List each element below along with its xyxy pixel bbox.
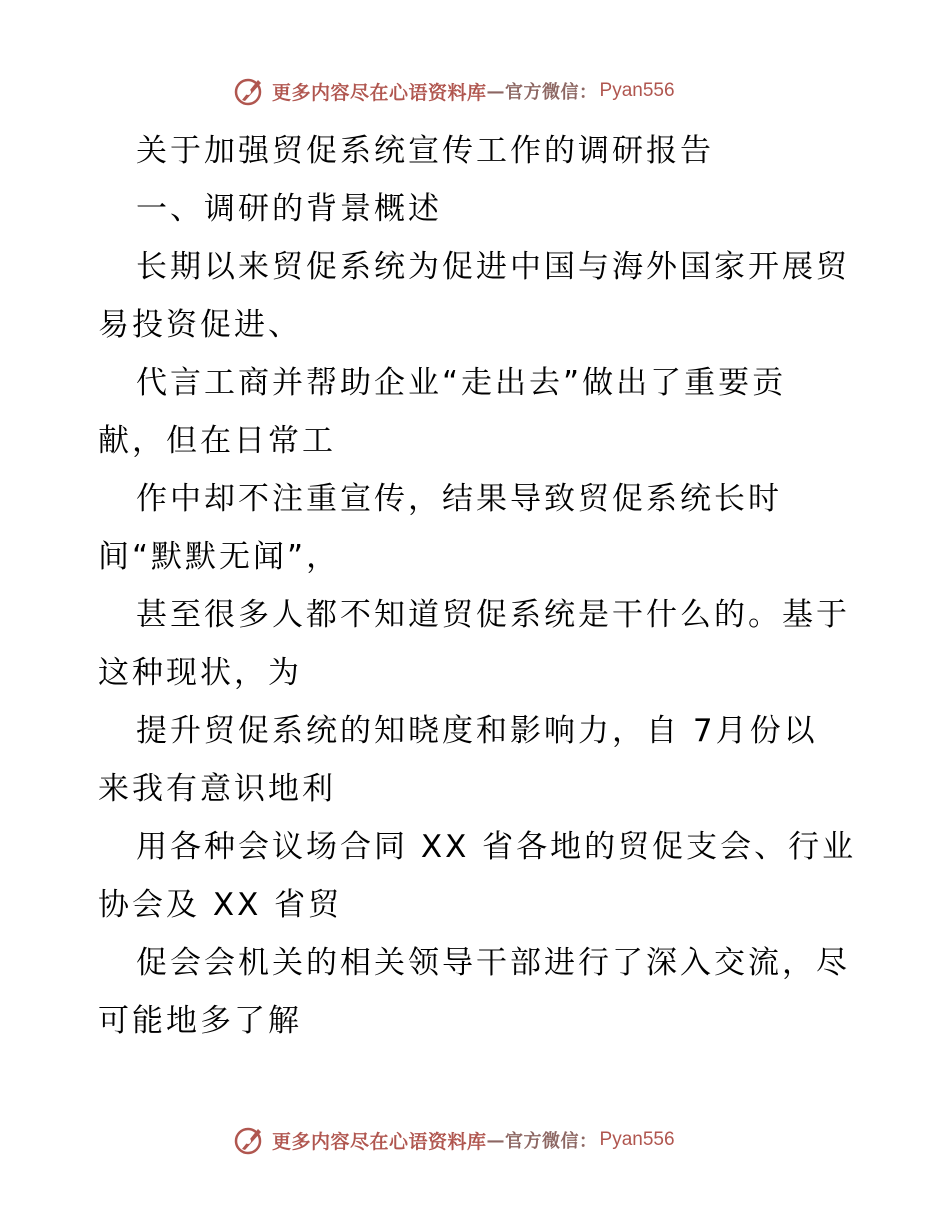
document-title: 关于加强贸促系统宣传工作的调研报告 bbox=[136, 133, 714, 169]
watermark-sub-text: 官方微信： bbox=[505, 82, 598, 103]
footer-watermark bbox=[232, 1121, 675, 1159]
watermark-wechat-id: Pyan556 bbox=[599, 1129, 675, 1150]
watermark-main-text: 更多内容尽在心语资料库 bbox=[272, 81, 487, 104]
watermark-dash: — bbox=[486, 80, 506, 102]
watermark-sub-text: 官方微信： bbox=[505, 1131, 598, 1152]
paragraph-line: 协会及 XX 省贸 bbox=[98, 887, 343, 923]
paragraph-line: 用各种会议场合同 XX 省各地的贸促支会、行业 bbox=[136, 829, 857, 865]
paragraph-line: 甚至很多人都不知道贸促系统是干什么的。基于 bbox=[136, 597, 850, 633]
paragraph-line: 来我有意识地利 bbox=[98, 771, 336, 807]
paragraph-line: 间“默默无闻”， bbox=[98, 539, 341, 575]
document-body bbox=[98, 122, 873, 1050]
paragraph-line: 易投资促进、 bbox=[98, 307, 302, 343]
paragraph-line: 长期以来贸促系统为促进中国与海外国家开展贸 bbox=[136, 249, 850, 285]
paragraph-line: 献，但在日常工 bbox=[98, 423, 336, 459]
watermark-wechat-id: Pyan556 bbox=[599, 80, 675, 101]
paragraph-line: 作中却不注重宣传，结果导致贸促系统长时 bbox=[136, 481, 782, 517]
section-heading: 一、调研的背景概述 bbox=[136, 191, 442, 227]
paragraph-line: 促会会机关的相关领导干部进行了深入交流，尽 bbox=[136, 945, 850, 981]
watermark-main-text: 更多内容尽在心语资料库 bbox=[272, 1130, 487, 1153]
paragraph-line: 提升贸促系统的知晓度和影响力，自 7月份以 bbox=[136, 713, 818, 749]
paragraph-line: 可能地多了解 bbox=[98, 1003, 302, 1039]
watermark-dash: — bbox=[486, 1129, 506, 1151]
quill-pen-circle-icon bbox=[232, 74, 266, 108]
paragraph-line: 代言工商并帮助企业“走出去”做出了重要贡 bbox=[136, 365, 787, 401]
paragraph-line: 这种现状，为 bbox=[98, 655, 302, 691]
quill-pen-circle-icon bbox=[232, 1123, 266, 1157]
header-watermark bbox=[232, 72, 675, 110]
